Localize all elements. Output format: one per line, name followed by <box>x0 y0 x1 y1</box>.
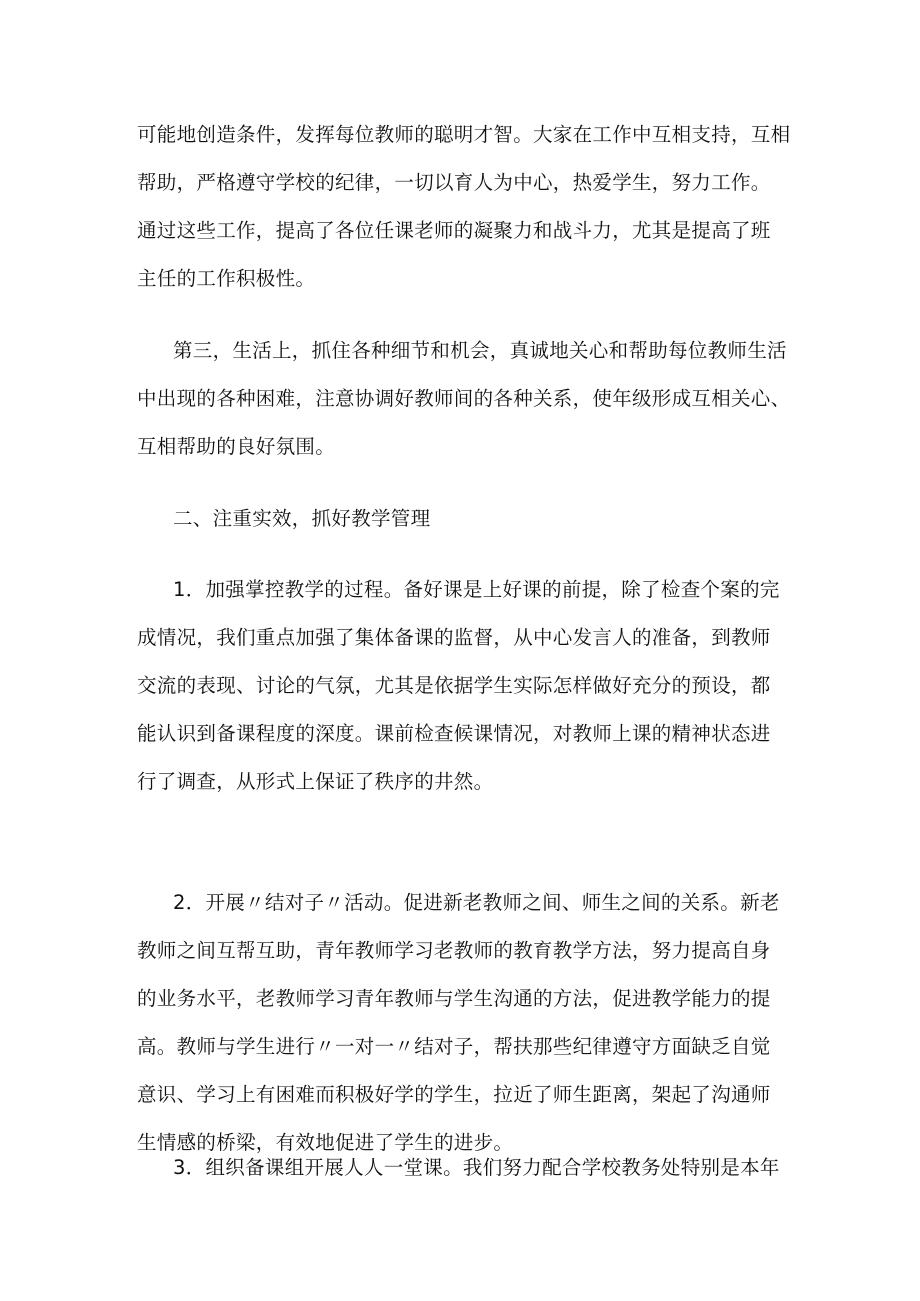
paragraph-item-1-teaching-process <box>137 566 797 806</box>
text-line: 成情况，我们重点加强了集体备课的监督，从中心发言人的准备，到教师 <box>137 626 771 649</box>
text-line: 能认识到备课程度的深度。课前检查候课情况，对教师上课的精神状态进 <box>137 722 771 745</box>
paragraph-conditions-support <box>137 111 797 303</box>
text-line: 生情感的桥梁，有效地促进了学生的进步。 <box>137 1131 514 1154</box>
text-line: 交流的表现、讨论的气氛，尤其是依据学生实际怎样做好充分的预设，都 <box>137 674 771 697</box>
text-line: 中出现的各种困难，注意协调好教师间的各种关系，使年级形成互相关心、 <box>137 387 791 410</box>
text-line: 行了调查，从形式上保证了秩序的井然。 <box>137 770 494 793</box>
text-line: 通过这些工作，提高了各位任课老师的凝聚力和战斗力，尤其是提高了班 <box>137 219 771 242</box>
section-heading-teaching-management <box>137 495 797 543</box>
text-line: 第三，生活上，抓住各种细节和机会，真诚地关心和帮助每位教师生活 <box>173 339 787 362</box>
text-line: 的业务水平，老教师学习青年教师与学生沟通的方法，促进教学能力的提 <box>137 987 771 1010</box>
text-line: 帮助，严格遵守学校的纪律，一切以育人为中心，热爱学生，努力工作。 <box>137 171 771 194</box>
text-line: 2．开展〃结对子〃活动。促进新老教师之间、师生之间的关系。新老 <box>173 891 780 914</box>
heading-text: 二、注重实效，抓好教学管理 <box>173 507 431 530</box>
text-line: 教师之间互帮互助，青年教师学习老教师的教育教学方法，努力提高自身 <box>137 939 771 962</box>
paragraph-item-3-lesson-groups <box>137 1144 797 1192</box>
paragraph-third-life-care <box>137 327 797 471</box>
paragraph-item-2-pairing-activity <box>137 879 797 1167</box>
text-line: 主任的工作积极性。 <box>137 267 316 290</box>
text-line: 1．加强掌控教学的过程。备好课是上好课的前提，除了检查个案的完 <box>173 578 780 601</box>
text-line: 3．组织备课组开展人人一堂课。我们努力配合学校教务处特别是本年 <box>173 1156 780 1179</box>
text-line: 高。教师与学生进行〃一对一〃结对子，帮扶那些纪律遵守方面缺乏自觉 <box>137 1035 771 1058</box>
text-line: 可能地创造条件，发挥每位教师的聪明才智。大家在工作中互相支持，互相 <box>137 123 791 146</box>
text-line: 互相帮助的良好氛围。 <box>137 435 336 458</box>
text-line: 意识、学习上有困难而积极好学的学生，拉近了师生距离，架起了沟通师 <box>137 1083 771 1106</box>
